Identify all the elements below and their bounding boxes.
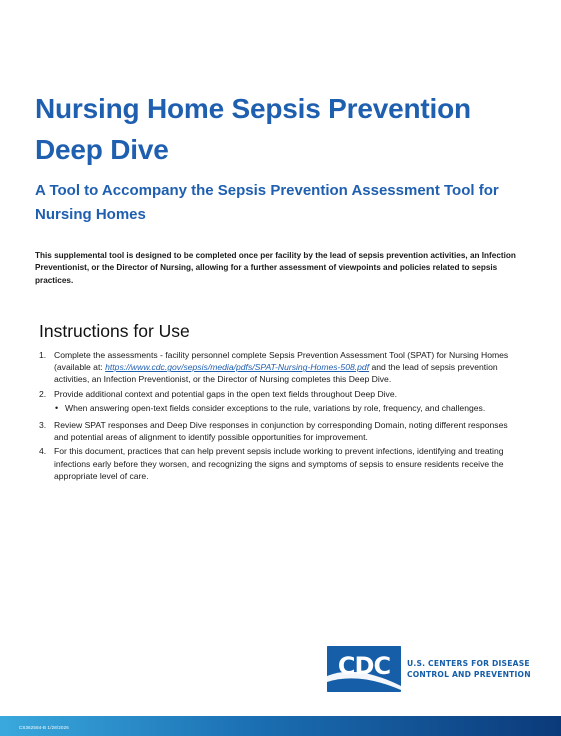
- cdc-logo-icon: [327, 646, 401, 692]
- logo-mark-text: CDC: [337, 652, 391, 680]
- instructions-list: [39, 349, 514, 484]
- spat-link[interactable]: https://www.cdc.gov/sepsis/media/pdfs/SPAT-Nursing-Homes-508.pdf: [105, 362, 370, 373]
- instructions-heading: Instructions for Use: [39, 321, 190, 341]
- step-number: 4.: [39, 446, 47, 457]
- instruction-step: [39, 445, 514, 482]
- instruction-step: [39, 349, 514, 386]
- step-number: 1.: [39, 350, 47, 360]
- step-number: 3.: [39, 420, 47, 431]
- step-text: For this document, practices that can help prevent sepsis include working to prevent infections, identifying and treating infections early before they worsen, and recognizing the signs and symptoms of sepsis to ensure residents receive the appropriate level of care.: [54, 446, 504, 481]
- document-subtitle: A Tool to Accompany the Sepsis Prevention Assessment Tool for Nursing Homes: [35, 182, 499, 223]
- document-code: CS362584-B 1/28/2026: [19, 725, 69, 730]
- cdc-logo-text: [407, 659, 539, 680]
- subitem-text: When answering open-text fields consider exceptions to the rule, variations by role, frequency, and challenges.: [65, 402, 486, 413]
- step-number: 2.: [39, 388, 47, 399]
- step-text: Complete the assessments - facility personnel complete Sepsis Prevention Assessment Tool (SPAT) for Nursing Homes (available at:: [54, 350, 509, 373]
- cdc-logo-mark: [327, 646, 401, 692]
- step-text-continued: and the lead of sepsis prevention activities, an Infection Preventionist, or the Director of Nursing completes this Deep Dive.: [54, 362, 498, 385]
- step-subitem: [54, 402, 514, 414]
- instruction-step: [39, 419, 514, 443]
- step-text: Provide additional context and potential gaps in the open text fields throughout Deep Dive.: [54, 388, 398, 399]
- document-title: Nursing Home Sepsis Prevention Deep Dive: [35, 93, 471, 165]
- logo-line-2: CONTROL AND PREVENTION: [407, 669, 531, 679]
- step-text: Review SPAT responses and Deep Dive responses in conjunction by corresponding Domain, noting different responses and potential areas of alignment to identify possible opportunities for improvement.: [54, 420, 508, 443]
- instruction-step: [39, 388, 514, 414]
- bullet-icon: •: [55, 402, 59, 413]
- cdc-logo: [327, 646, 537, 694]
- intro-paragraph: This supplemental tool is designed to be completed once per facility by the lead of sepsis prevention activities, an Infection Preventionist, or the Director of Nursing, allowing for a further assessment of viewpoints and policies related to sepsis practices.: [35, 251, 516, 285]
- footer-bar: [0, 716, 561, 736]
- logo-line-1: U.S. CENTERS FOR DISEASE: [407, 659, 530, 668]
